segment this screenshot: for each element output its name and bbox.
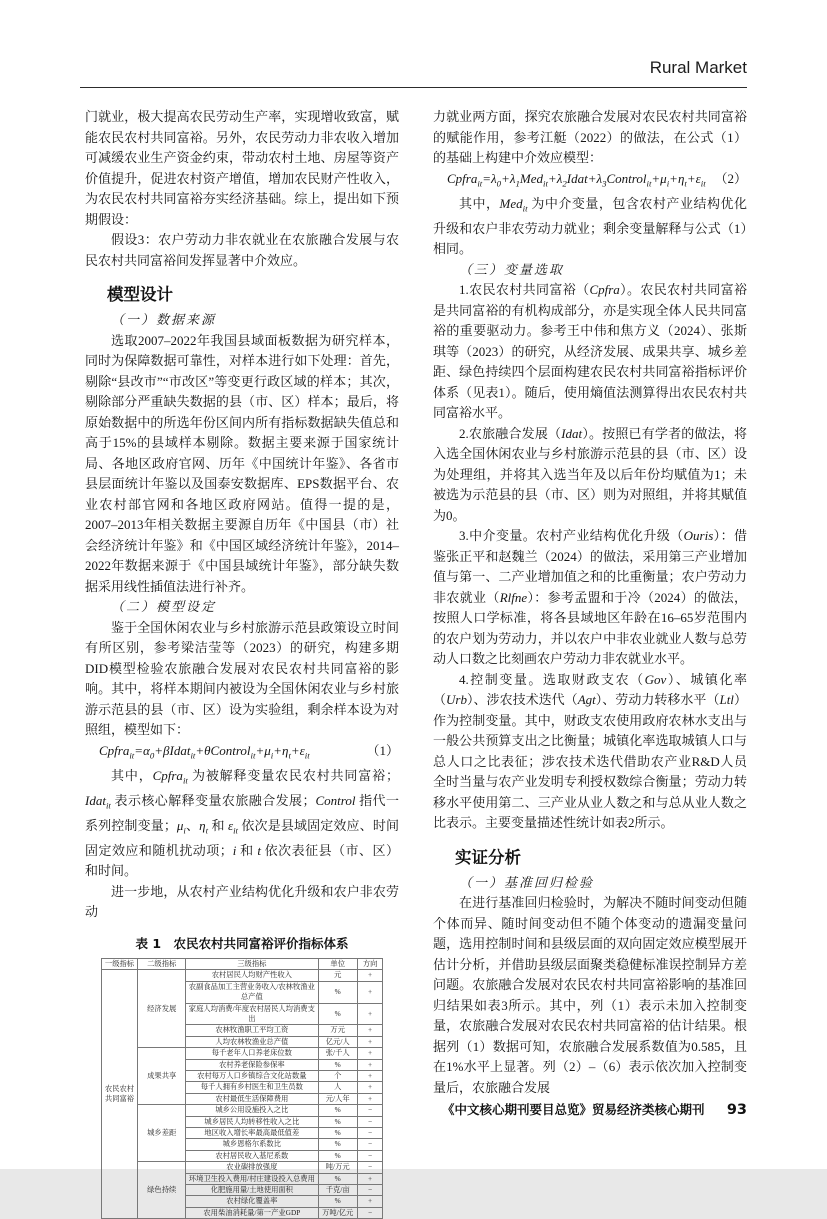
level2-indicator-cell: 经济发展 (138, 970, 186, 1048)
indicator-name-cell: 农村居民收入基尼系数 (186, 1150, 318, 1161)
indicator-name-cell: 农村养老保险参保率 (186, 1059, 318, 1070)
page-footer (442, 1100, 747, 1118)
table-header-row (101, 958, 383, 969)
paragraph: 门就业，极大提高农民劳动生产率，实现增收致富，赋能农民农村共同富裕。另外，农民劳动力非农收入增加可减缓农业生产资金约束，带动农村土地、房屋等资产价值提升，促进农村资产增值，增加农民财产性收入，为农民农村共同富裕夯实经济基础。综上，提出如下预期假设： (85, 109, 399, 227)
direction-cell: + (357, 1070, 382, 1081)
unit-cell: 万元 (318, 1025, 357, 1036)
unit-cell: % (318, 1003, 357, 1025)
right-column (433, 107, 747, 1219)
indicator-name-cell: 农村最低生活保障费用 (186, 1093, 318, 1104)
col-header-level2: 二级指标 (138, 958, 186, 969)
col-header-direction: 方向 (357, 958, 382, 969)
indicator-name-cell: 农林牧渔职工平均工资 (186, 1025, 318, 1036)
paragraph: 4.控制变量。选取财政支农（Gov）、城镇化率（Urb）、涉农技术迭代（Agt）、劳动力转移水平（Ltl）作为控制变量。其中，财政支农使用政府农林水支出与一般公共预算支出之比衡量；城镇化率选取城镇人口与总人口之比表征；涉农技术迭代借助农产业R&D人员全时当量与农产业发明专利授权数综合衡量；劳动力转移水平使用第二、三产业从业人数之和与总从业人数之比表示。主要变量描述性统计如表2所示。 (433, 671, 747, 831)
unit-cell: % (318, 1059, 357, 1070)
indicator-name-cell: 每千人拥有乡村医生和卫生员数 (186, 1082, 318, 1093)
section-heading-model-design: 模型设计 (107, 285, 173, 304)
direction-cell: − (357, 1105, 382, 1116)
direction-cell: − (357, 1162, 382, 1173)
col-header-unit: 单位 (318, 958, 357, 969)
table-1-title: 表 1 农民农村共同富裕评价指标体系 (135, 935, 349, 951)
table-row (101, 1048, 383, 1059)
unit-cell: % (318, 981, 357, 1003)
level2-indicator-cell: 绿色持续 (138, 1162, 186, 1219)
unit-cell: 元 (318, 970, 357, 981)
page-number: 93 (726, 1102, 747, 1118)
table-row (101, 1162, 383, 1173)
direction-cell: + (357, 1173, 382, 1184)
indicator-name-cell: 农副食品加工主营业务收入/农林牧渔业总产值 (186, 981, 318, 1003)
unit-cell: % (318, 1116, 357, 1127)
paragraph: 鉴于全国休闲农业与乡村旅游示范县政策设立时间有所区别，参考梁洁莹等（2023）的研究，构建多期DID模型检验农旅融合发展对农民农村共同富裕的影响。其中，将样本期间内被设为全国休闲农业与乡村旅游示范县的县（市、区）设为实验组，剩余样本设为对照组，模型如下： (85, 619, 399, 737)
unit-cell: 人 (318, 1082, 357, 1093)
paragraph: 2.农旅融合发展（Idat）。按照已有学者的做法，将入选全国休闲农业与乡村旅游示范县的县（市、区）设为处理组，并将其入选当年及以后年份均赋值为1；未被选为示范县的县（市、区）则为对照组，并将其赋值为0。 (433, 425, 747, 523)
paragraph: 其中，Med$_{it}$ 为中介变量，包含农村产业结构优化升级和农户非农劳动力就业；剩余变量解释与公式（1）相同。 (433, 195, 747, 257)
running-head (650, 58, 747, 78)
direction-cell: − (357, 1127, 382, 1138)
indicator-name-cell: 农村绿化覆盖率 (186, 1196, 318, 1207)
indicator-name-cell: 农业碳排放强度 (186, 1162, 318, 1173)
direction-cell: + (357, 1025, 382, 1036)
two-column-layout (85, 107, 747, 1219)
indicator-name-cell: 农村每万人口乡镇综合文化站数量 (186, 1070, 318, 1081)
left-column (85, 107, 399, 1219)
journal-footer-text: 《中文核心期刊要目总览》贸易经济类核心期刊 (441, 1102, 705, 1117)
indicator-name-cell: 人均农林牧渔业总产值 (186, 1036, 318, 1047)
indicator-name-cell: 城乡恩格尔系数比 (186, 1139, 318, 1150)
subsection-heading-data-source: （一）数据来源 (111, 312, 217, 327)
indicator-name-cell: 地区收入增长率最高最低值差 (186, 1127, 318, 1138)
indicator-name-cell: 城乡公用设施投入之比 (186, 1105, 318, 1116)
unit-cell: % (318, 1150, 357, 1161)
indicator-name-cell: 环境卫生投入费用/村庄建设投入总费用 (186, 1173, 318, 1184)
unit-cell: % (318, 1105, 357, 1116)
unit-cell: % (318, 1127, 357, 1138)
equation-1-number: （1） (366, 742, 399, 758)
section-heading-empirical-analysis: 实证分析 (455, 847, 521, 867)
direction-cell: + (357, 970, 382, 981)
table-row (101, 970, 383, 981)
direction-cell: + (357, 1082, 382, 1093)
direction-cell: + (357, 981, 382, 1003)
indicator-name-cell: 城乡居民人均转移性收入之比 (186, 1116, 318, 1127)
direction-cell: − (357, 1185, 382, 1196)
indicator-name-cell: 农村居民人均财产性收入 (186, 970, 318, 981)
direction-cell: + (357, 1196, 382, 1207)
equation-1-expression: $Cpfra_{it}=\alpha_0+\beta Idat_{it}+\theta Control_{it}+\mu_i+\eta_t+\varepsilon_{it}$ (99, 742, 310, 761)
indicator-name-cell: 农用柴油消耗量/第一产业GDP (186, 1207, 318, 1218)
indicator-name-cell: 家庭人均消费/年度农村居民人均消费支出 (186, 1003, 318, 1025)
unit-cell: % (318, 1173, 357, 1184)
paragraph: 力就业两方面，探究农旅融合发展对农民农村共同富裕的赋能作用，参考江艇（2022）的做法，在公式（1）的基础上构建中介效应模型： (433, 109, 747, 165)
equation-2-expression: $Cpfra_{it}=\lambda_0+\lambda_1Med_{it}+\lambda_2Idat+\lambda_3Control_{it}+\mu_i+\eta_t+\varepsilon_{it}$ (447, 170, 706, 189)
direction-cell: − (357, 1150, 382, 1161)
indicator-table (101, 958, 384, 1219)
direction-cell: + (357, 1036, 382, 1047)
equation-2-number: （2） (714, 170, 747, 186)
level2-indicator-cell: 城乡差距 (138, 1105, 186, 1162)
paragraph: 3.中介变量。农村产业结构优化升级（Ouris）：借鉴张正平和赵魏兰（2024）的做法，采用第三产业增加值与第一、二产业增加值之和的比重衡量；农户劳动力非农就业（Rlfne）：参考孟盟和于冷（2024）的做法，按照人口学标准，将各县域地区年龄在16–65岁范围内的农户划为劳动力，并以农户中非农业就业人数与总劳动人口数之比刻画农户劳动力非农就业水平。 (433, 528, 747, 667)
unit-cell: 元/人年 (318, 1093, 357, 1104)
paragraph: 在进行基准回归检验时，为解决不随时间变动但随个体而异、随时间变动但不随个体变动的遗漏变量问题，选用控制时间和县级层面的双向固定效应模型展开估计分析，并借助县级层面聚类稳健标准误控制异方差问题。农旅融合发展对农民农村共同富裕影响的基准回归结果如表3所示。其中，列（1）表示未加入控制变量，农旅融合发展对农民农村共同富裕的估计结果。根据列（1）数据可知，农旅融合发展系数值为0.585，且在1%水平上显著。列（2）–（6）表示依次加入控制变量后，农旅融合发展 (433, 895, 747, 1095)
subsection-heading-model-setup: （二）模型设定 (111, 599, 217, 614)
paragraph: 选取2007–2022年我国县域面板数据为研究样本，同时为保障数据可靠性，对样本进行如下处理：首先，剔除“县改市”“市改区”等变更行政区域的样本；其次，剔除部分严重缺失数据的县（市、区）样本；最后，将原始数据中的所选年份区间内所有指标数据缺失值总和高于15%的县域样本剔除。数据主要来源于国家统计局、各地区政府官网、历年《中国统计年鉴》、各省市县层面统计年鉴以及国泰安数据库、EPS数据平台、农业农村部官网和各地区政府网站。值得一提的是，2007–2013年相关数据主要源自历年《中国县（市）社会经济统计年鉴》和《中国区域经济统计年鉴》，2014–2022年数据来源于《中国县域统计年鉴》，部分缺失数据采用线性插值法进行补齐。 (85, 332, 399, 594)
journal-name: Rural Market (649, 58, 747, 77)
indicator-table-body (101, 970, 383, 1219)
unit-cell: 张/千人 (318, 1048, 357, 1059)
paragraph: 1.农民农村共同富裕（Cpfra）。农民农村共同富裕是共同富裕的有机构成部分，亦是实现全体人民共同富裕的重要驱动力。参考王中伟和焦方义（2024）、张斯琪等（2023）的研究，从经济发展、成果共享、城乡差距、绿色持续四个层面构建农民农村共同富裕指标评价体系（见表1）。随后，使用熵值法测算得出农民农村共同富裕水平。 (433, 282, 747, 421)
direction-cell: − (357, 1207, 382, 1218)
direction-cell: + (357, 1059, 382, 1070)
paragraph: 其中，Cpfra$_{it}$ 为被解释变量农民农村共同富裕；Idat$_{it}$ 表示核心解释变量农旅融合发展；Control 指代一系列控制变量；$\mu_i$、$\eta_t$ 和 $\varepsilon_{it}$ 依次是县域固定效应、时间固定效应和随机扰动项；i 和 t 依次表征县（市、区）和时间。 (85, 767, 399, 879)
unit-cell: 吨/万元 (318, 1162, 357, 1173)
hypothesis-3-paragraph: 假设3：农户劳动力非农就业在农旅融合发展与农民农村共同富裕间发挥显著中介效应。 (85, 232, 399, 268)
unit-cell: 千克/亩 (318, 1185, 357, 1196)
indicator-name-cell: 化肥施用量/土地使用面积 (186, 1185, 318, 1196)
subsection-heading-variable-selection: （三）变量选取 (459, 261, 565, 277)
unit-cell: 万吨/亿元 (318, 1207, 357, 1218)
unit-cell: % (318, 1196, 357, 1207)
paragraph: 进一步地，从农村产业结构优化升级和农户非农劳动 (85, 883, 399, 920)
col-header-level3: 三级指标 (186, 958, 318, 969)
indicator-name-cell: 每千老年人口养老床位数 (186, 1048, 318, 1059)
level2-indicator-cell: 成果共享 (138, 1048, 186, 1105)
col-header-level1: 一级指标 (101, 958, 138, 969)
direction-cell: + (357, 1003, 382, 1025)
equation-1 (85, 741, 399, 766)
direction-cell: + (357, 1048, 382, 1059)
table-1 (85, 934, 399, 1219)
header-rule (80, 87, 747, 88)
unit-cell: 亿元/人 (318, 1036, 357, 1047)
table-row (101, 1105, 383, 1116)
level1-indicator-cell: 农民农村共同富裕 (101, 970, 138, 1219)
direction-cell: − (357, 1139, 382, 1150)
direction-cell: + (357, 1093, 382, 1104)
direction-cell: − (357, 1116, 382, 1127)
subsection-heading-baseline-regression: （一）基准回归检验 (459, 874, 595, 890)
equation-2 (433, 169, 747, 194)
unit-cell: 个 (318, 1070, 357, 1081)
unit-cell: % (318, 1139, 357, 1150)
